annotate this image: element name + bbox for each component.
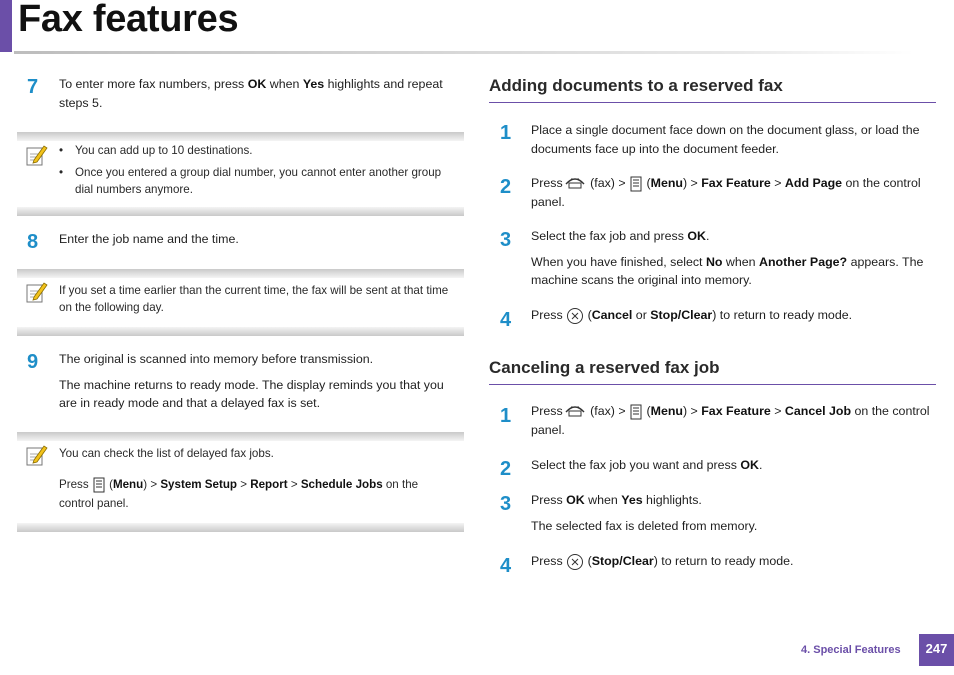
ok-keyword: OK xyxy=(740,458,759,472)
note-top-shade xyxy=(17,132,464,141)
text: or xyxy=(632,308,651,322)
stop-clear-keyword: Stop/Clear xyxy=(650,308,713,322)
add-step-3-text xyxy=(531,227,941,290)
ok-keyword: OK xyxy=(247,77,267,91)
text: (fax) > xyxy=(586,176,630,190)
text: Press xyxy=(531,493,567,507)
footer-chapter: 4. Special Features xyxy=(801,644,901,656)
text: Select the fax job you want and press xyxy=(531,458,741,472)
page-number: 247 xyxy=(919,634,954,666)
menu-keyword: Menu xyxy=(112,478,144,491)
text: are in ready mode and that a delayed fax is set. xyxy=(59,396,321,410)
text: on the control xyxy=(851,404,930,418)
step-number-7: 7 xyxy=(27,76,39,98)
cancel-step-2-text xyxy=(531,456,941,475)
text: Press xyxy=(59,478,92,491)
fax-feature-keyword: Fax Feature xyxy=(701,176,771,190)
text: Press xyxy=(531,308,563,322)
text: panel. xyxy=(531,422,565,437)
separator: > xyxy=(147,478,161,491)
text: Place a single document face down on the document glass, or load the xyxy=(531,123,920,137)
step-8-text: Enter the job name and the time. xyxy=(59,232,239,246)
menu-icon xyxy=(629,404,643,420)
text: steps 5. xyxy=(59,95,103,110)
step-9-text xyxy=(59,350,469,413)
text: ) to return to ready mode. xyxy=(653,554,794,568)
system-setup-keyword: System Setup xyxy=(160,478,238,491)
section-heading-canceling: Canceling a reserved fax job xyxy=(489,358,720,377)
page-title: Fax features xyxy=(18,0,239,40)
text: dial numbers anymore. xyxy=(75,183,193,196)
text: Once you entered a group dial number, you cannot enter another group xyxy=(75,166,442,179)
text: when xyxy=(584,493,622,507)
menu-keyword: Menu xyxy=(650,176,683,190)
fax-feature-keyword: Fax Feature xyxy=(701,404,771,418)
note-3-instructions: Press (Menu) > System Setup > Report > Schedule Jobs on the control panel. xyxy=(59,478,419,510)
stop-clear-icon xyxy=(566,307,584,325)
note-bottom-shade xyxy=(17,327,464,336)
menu-icon xyxy=(92,477,106,493)
schedule-jobs-keyword: Schedule Jobs xyxy=(300,478,383,491)
add-step-2-text: Press (fax) > (Menu) > Fax Feature > Add Page on the control panel. xyxy=(531,174,941,211)
note-1-bullet-1: You can add up to 10 destinations. xyxy=(75,144,253,157)
stop-clear-keyword: Stop/Clear xyxy=(591,554,654,568)
note-box-3 xyxy=(17,432,464,532)
note-box-1 xyxy=(17,132,464,216)
cancel-step-3-text xyxy=(531,491,941,535)
yes-keyword: Yes xyxy=(621,493,643,507)
step-number-4: 4 xyxy=(500,555,512,577)
text: when xyxy=(266,77,303,91)
text: The original is scanned into memory before transmission. xyxy=(59,352,374,366)
yes-keyword: Yes xyxy=(302,77,325,91)
no-keyword: No xyxy=(705,254,723,269)
text: machine scans the original into memory. xyxy=(531,273,752,287)
section-heading-adding-documents: Adding documents to a reserved fax xyxy=(489,76,783,95)
step-number-2: 2 xyxy=(500,176,512,198)
title-divider xyxy=(14,51,914,54)
section-divider xyxy=(489,102,936,103)
text: highlights and repeat xyxy=(324,77,443,91)
text: When you have finished, select xyxy=(531,254,706,269)
text: on the xyxy=(382,478,419,491)
text: . xyxy=(705,229,710,243)
separator: > xyxy=(237,478,251,491)
text: Press xyxy=(531,176,563,190)
text: panel. xyxy=(531,194,565,209)
add-page-keyword: Add Page xyxy=(784,176,843,190)
note-2-text xyxy=(59,282,448,316)
note-pencil-icon xyxy=(26,281,48,305)
step-number-8: 8 xyxy=(27,231,39,253)
text: Press xyxy=(531,554,563,568)
add-step-4-text: Press (Cancel or Stop/Clear) to return to ready mode. xyxy=(531,306,941,325)
step-number-4: 4 xyxy=(500,309,512,331)
text: control panel. xyxy=(59,497,129,510)
note-3-line-1: You can check the list of delayed fax jobs. xyxy=(59,447,274,460)
text: The selected fax is deleted from memory. xyxy=(531,518,758,533)
bullet-dot: • xyxy=(59,144,64,157)
section-divider xyxy=(489,384,936,385)
step-number-2: 2 xyxy=(500,458,512,480)
step-number-1: 1 xyxy=(500,405,512,427)
ok-keyword: OK xyxy=(566,493,585,507)
note-pencil-icon xyxy=(26,444,48,468)
cancel-keyword: Cancel xyxy=(591,308,633,322)
step-7-text xyxy=(59,75,469,112)
menu-icon xyxy=(629,176,643,192)
step-number-3: 3 xyxy=(500,229,512,251)
text: To enter more fax numbers, press xyxy=(59,77,248,91)
note-box-2 xyxy=(17,269,464,336)
note-bottom-shade xyxy=(17,523,464,532)
note-1-bullet-2 xyxy=(75,164,441,198)
fax-icon xyxy=(563,398,587,418)
text: when xyxy=(722,254,759,269)
step-number-3: 3 xyxy=(500,493,512,515)
text: on the control xyxy=(842,176,921,190)
text: ) to return to ready mode. xyxy=(712,308,853,322)
step-number-1: 1 xyxy=(500,122,512,144)
cancel-step-4-text: Press (Stop/Clear) to return to ready mode. xyxy=(531,552,941,571)
text: (fax) > xyxy=(586,404,630,418)
ok-keyword: OK xyxy=(687,229,706,243)
note-pencil-icon xyxy=(26,144,48,168)
text: on the following day. xyxy=(59,301,164,314)
text: If you set a time earlier than the current time, the fax will be sent at that time xyxy=(59,284,449,297)
text: The machine returns to ready mode. The display reminds you that you xyxy=(59,377,444,392)
text: Select the fax job and press xyxy=(531,229,688,243)
add-step-1-text xyxy=(531,121,941,158)
cancel-step-1-text: Press (fax) > (Menu) > Fax Feature > Cancel Job on the control panel. xyxy=(531,402,941,439)
another-page-keyword: Another Page? xyxy=(759,254,848,269)
separator: > xyxy=(287,478,301,491)
step-number-9: 9 xyxy=(27,351,39,373)
text: . xyxy=(758,458,763,472)
text: highlights. xyxy=(642,493,702,507)
note-bottom-shade xyxy=(17,207,464,216)
fax-icon xyxy=(563,170,587,190)
report-keyword: Report xyxy=(250,478,288,491)
text: appears. The xyxy=(847,254,924,269)
note-top-shade xyxy=(17,432,464,441)
text: Press xyxy=(531,404,563,418)
text: documents face up into the document feeder. xyxy=(531,141,779,156)
title-accent-bar xyxy=(0,0,12,52)
menu-keyword: Menu xyxy=(650,404,683,418)
note-top-shade xyxy=(17,269,464,278)
bullet-dot: • xyxy=(59,166,64,179)
stop-clear-icon xyxy=(566,553,584,571)
cancel-job-keyword: Cancel Job xyxy=(784,404,852,418)
